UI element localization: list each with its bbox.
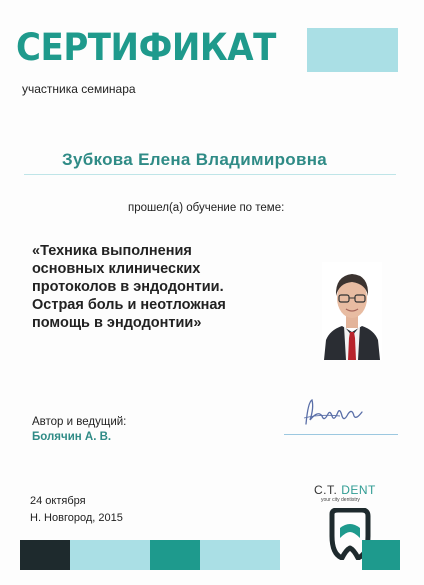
certificate-city-year: Н. Новгород, 2015 — [30, 512, 123, 524]
brand-name-part2: DENT — [341, 483, 376, 497]
brand-logo-text — [314, 483, 376, 497]
participant-name: Зубкова Елена Владимировна — [62, 150, 328, 169]
topic-line: протоколов в эндодонтии. — [32, 279, 224, 295]
seminar-topic — [32, 242, 312, 332]
certificate-date: 24 октября — [30, 495, 86, 507]
decorative-block-top — [307, 28, 398, 72]
certificate-title: СЕРТИФИКАТ — [16, 26, 276, 69]
lecturer-photo — [322, 262, 382, 360]
brand-tagline: your city dentistry — [321, 497, 360, 503]
topic-line: «Техника выполнения — [32, 243, 192, 259]
name-underline — [24, 174, 396, 175]
signature-line — [284, 434, 398, 435]
topic-line: Острая боль и неотложная — [32, 297, 226, 313]
signature-image — [300, 394, 366, 430]
decorative-bar — [362, 540, 400, 570]
decorative-bar — [200, 540, 280, 570]
topic-line: помощь в эндодонтии» — [32, 315, 202, 331]
author-label: Автор и ведущий: — [32, 416, 127, 428]
decorative-bar — [70, 540, 150, 570]
topic-line: основных клинических — [32, 261, 201, 277]
author-name: Болячин А. В. — [32, 431, 112, 443]
certificate-subtitle: участника семинара — [22, 82, 136, 96]
completed-training-text: прошел(а) обучение по теме: — [128, 202, 285, 214]
brand-name-part1: C.T. — [314, 483, 338, 497]
decorative-bar — [20, 540, 70, 570]
decorative-bar — [150, 540, 200, 570]
